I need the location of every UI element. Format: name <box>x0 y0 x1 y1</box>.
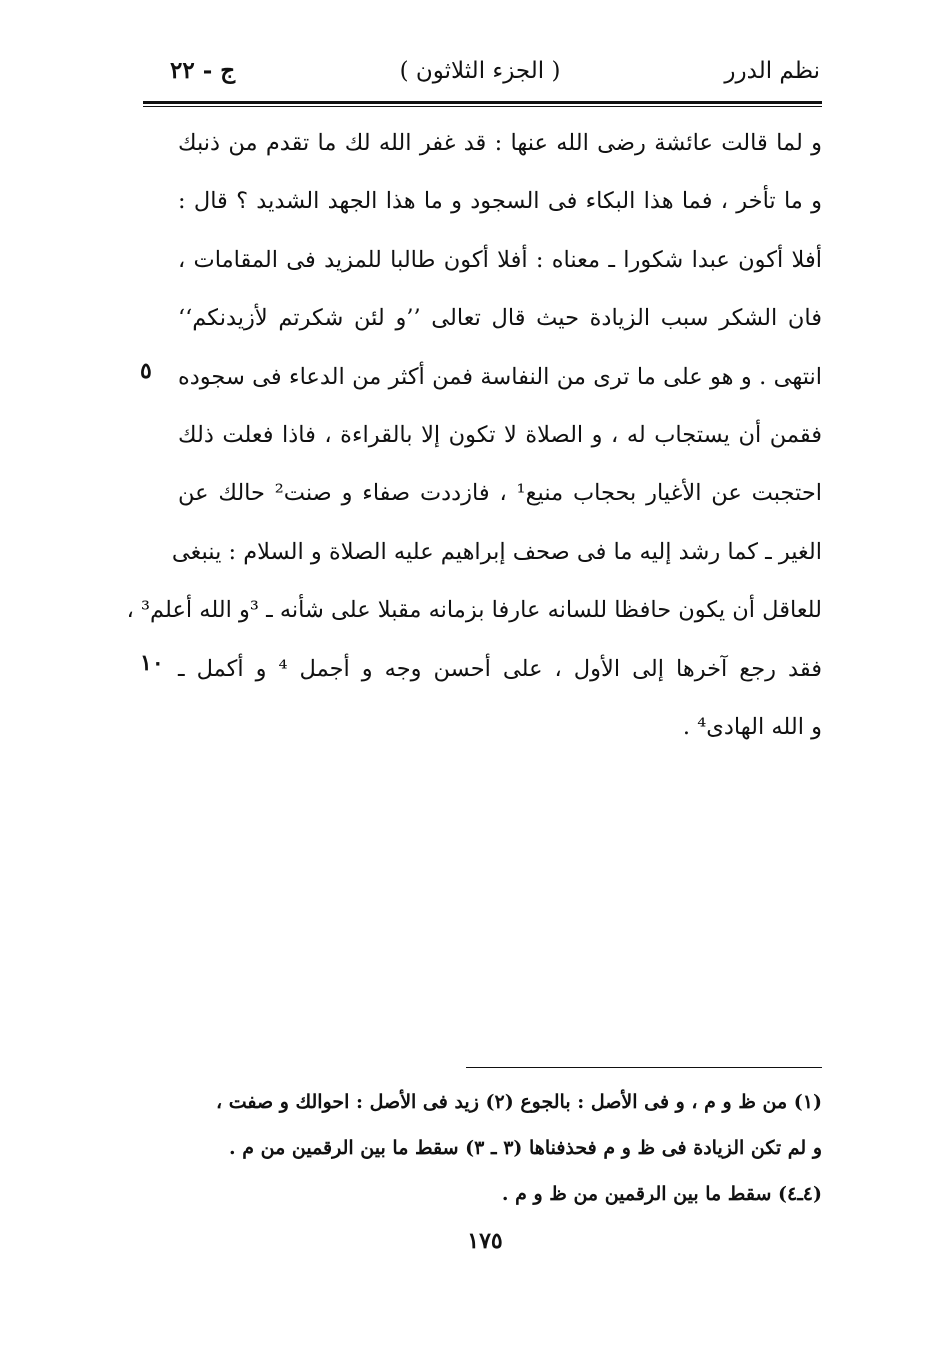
part-label: ( الجزء الثلاثون ) <box>399 58 561 84</box>
page-number: ١٧٥ <box>467 1228 503 1254</box>
text-line-4: فان الشكر سبب الزيادة حيث قال تعالى ’’و لئن شكرتم لأزيدنكم‘‘ <box>178 305 822 332</box>
header-rule-thin <box>143 106 822 107</box>
line-number-5: ٥ <box>140 358 152 384</box>
text-line-1: و لما قالت عائشة رضى الله عنها : قد غفر الله لك ما تقدم من ذنبك <box>178 130 822 156</box>
footnote-line-2: و لم تكن الزيادة فى ظ و م فحذفناها (٣ ـ ٣) سقط ما بين الرقمين من م . <box>229 1137 822 1159</box>
main-text <box>126 122 822 764</box>
running-header <box>140 52 820 96</box>
text-line-6: فقمن أن يستجاب له ، و الصلاة لا تكون إلا بالقراءة ، فاذا فعلت ذلك <box>178 421 822 448</box>
footnote-line-1: (١) من ظ و م ، و فى الأصل : بالجوع (٢) زيد فى الأصل : احوالك و صفت ، <box>215 1091 822 1113</box>
text-line-3: أفلا أكون عبدا شكورا ـ معناه : أفلا أكون طالبا للمزيد فى المقامات ، <box>178 246 822 273</box>
text-line-2: و ما تأخر ، فما هذا البكاء فى السجود و ما هذا الجهد الشديد ؟ قال : <box>178 188 822 215</box>
book-title: نظم الدرر <box>724 58 820 84</box>
chapter-ref: ج - ٢٢ <box>170 57 236 84</box>
line-number-10: ١٠ <box>140 650 164 676</box>
text-line-10: فقد رجع آخرها إلى الأول ، على أحسن وجه و أجمل ⁴ و أكمل ـ <box>178 655 822 682</box>
text-line-8: الغير ـ كما رشد إليه ما فى صحف إبراهيم عليه الصلاة و السلام : ينبغى <box>171 538 822 565</box>
text-line-5: انتهى . و هو على ما ترى من النفاسة فمن أكثر من الدعاء فى سجوده <box>178 363 822 390</box>
footnote-line-3: (٤ـ٤) سقط ما بين الرقمين من ظ و م . <box>501 1183 822 1205</box>
footnote-rule <box>466 1067 822 1068</box>
footnotes <box>172 1082 822 1220</box>
text-line-11: و الله الهادى⁴ . <box>682 713 822 740</box>
header-rule-thick <box>143 101 822 104</box>
text-line-7: احتجبت عن الأغيار بحجاب منيع¹ ، فازددت صفاء و صنت² حالك عن <box>178 480 822 507</box>
text-line-9: للعاقل أن يكون حافظا للسانه عارفا بزمانه مقبلا على شأنه ـ ³و الله أعلم³ ، <box>126 597 822 624</box>
